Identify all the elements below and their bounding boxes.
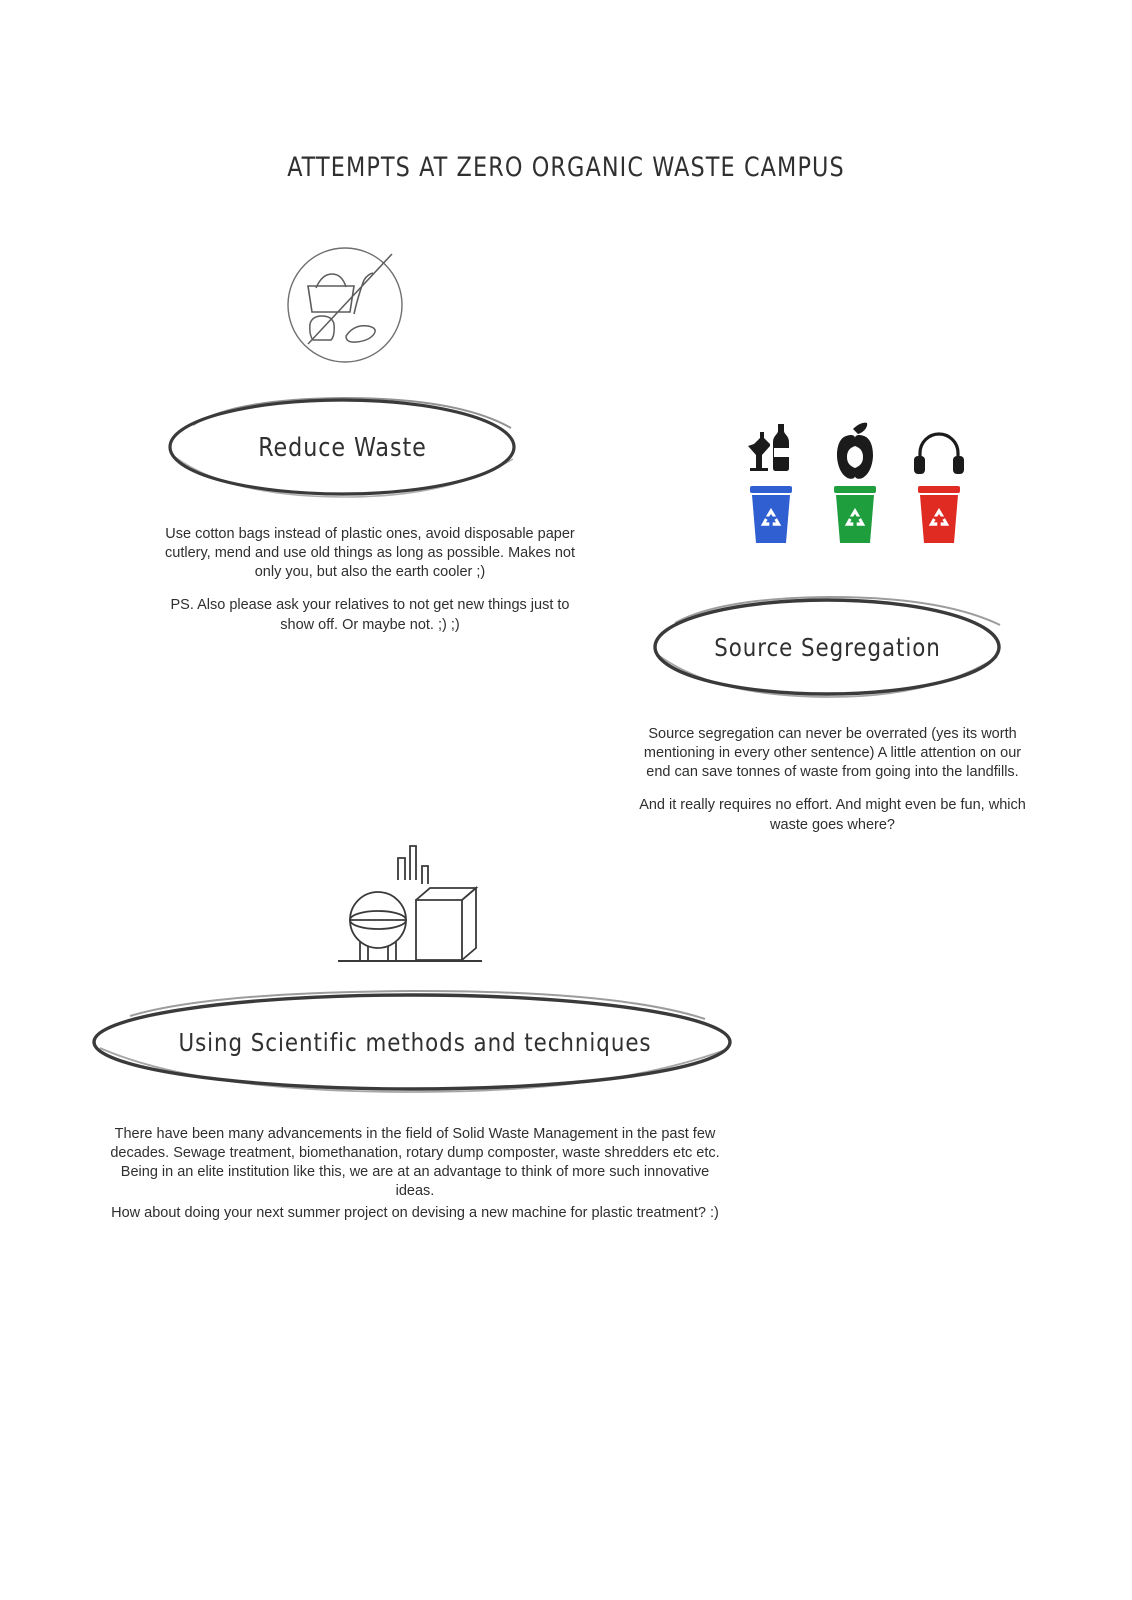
body-text-source-segregation (635, 725, 1030, 835)
heading-oval-scientific-methods (90, 990, 740, 1095)
paragraph: PS. Also please ask your relatives to not get new things just to show off. Or maybe not. ;) ;) (170, 597, 570, 633)
body-text-scientific-methods (100, 1125, 730, 1223)
apple-core-icon (824, 420, 886, 482)
heading-oval-reduce-waste (165, 395, 520, 500)
organic-waste-bin (824, 420, 886, 548)
factory-plant-icon (330, 840, 490, 980)
glass-waste-bin (740, 420, 802, 548)
paragraph: How about doing your next summer project on devising a new machine for plastic treatment? :) (111, 1204, 719, 1221)
paragraph: Use cotton bags instead of plastic ones, avoid disposable paper cutlery, mend and use old things as long as possible. Makes not only you, but also the earth cooler ;) (165, 526, 575, 581)
plastic-bag-no-plastic-icon (280, 240, 410, 375)
heading-oval-source-segregation (650, 595, 1005, 700)
recycling-bins-icon (740, 420, 970, 548)
heading-text-scientific-methods: Using Scientific methods and techniques (178, 1028, 652, 1057)
bottle-and-glass-icon (740, 420, 802, 482)
page-title: ATTEMPTS AT ZERO ORGANIC WASTE CAMPUS (287, 152, 845, 183)
heading-text-reduce-waste: Reduce Waste (258, 432, 427, 463)
body-text-reduce-waste (160, 525, 580, 635)
paragraph: And it really requires no effort. And might even be fun, which waste goes where? (639, 797, 1026, 833)
electronic-waste-bin (908, 420, 970, 548)
heading-text-source-segregation: Source Segregation (714, 633, 941, 662)
paragraph: Source segregation can never be overrated (yes its worth mentioning in every other sentence) A little attention on our end can save tonnes of waste from going into the landfills. (643, 726, 1022, 781)
headphones-icon (908, 420, 970, 482)
paragraph: There have been many advancements in the field of Solid Waste Management in the past few decades. Sewage treatment, biomethanation, rotary dump composter, waste shredders etc etc. Being in an elite institution like this, we are at an advantage to think of more such innovative ideas. (110, 1126, 720, 1200)
